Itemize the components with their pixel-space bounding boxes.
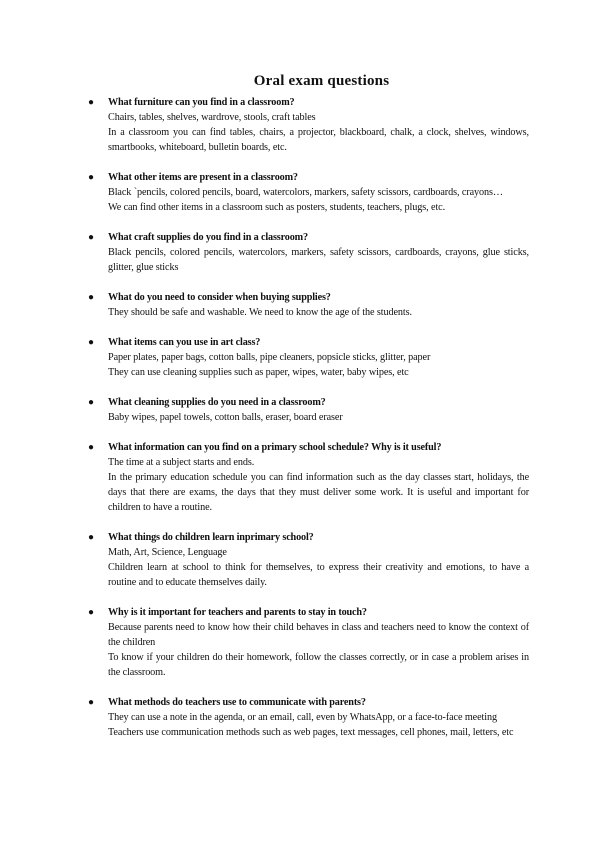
answer-text: In a classroom you can find tables, chairs, a projector, blackboard, chalk, a clock, shelves, windows, smartbooks, whiteboard, bulletin boards, etc. — [108, 127, 529, 153]
question-item — [86, 95, 529, 155]
question-item — [86, 335, 529, 380]
question-item — [86, 290, 529, 320]
question-text: Why is it important for teachers and parents to stay in touch? — [108, 607, 367, 618]
answer-text: Children learn at school to think for themselves, to express their creativity and emotions, to have a routine and to educate themselves daily. — [108, 562, 529, 588]
question-text: What information can you find on a primary school schedule? Why is it useful? — [108, 442, 442, 453]
document-title: Oral exam questions — [253, 73, 390, 89]
answer-text: They can use a note in the agenda, or an email, call, even by WhatsApp, or a face-to-face meeting — [108, 712, 497, 723]
answer-text: Paper plates, paper bags, cotton balls, pipe cleaners, popsicle sticks, glitter, paper — [108, 352, 431, 363]
bullet-icon: ● — [88, 97, 95, 108]
question-text: What methods do teachers use to communicate with parents? — [108, 697, 366, 708]
question-item — [86, 170, 529, 215]
question-text: What items can you use in art class? — [108, 337, 261, 348]
question-text: What furniture can you find in a classroom? — [108, 97, 295, 108]
answer-text: Black pencils, colored pencils, watercolors, markers, safety scissors, cardboards, crayons, glue sticks, glitter, glue sticks — [108, 247, 529, 273]
answer-text: To know if your children do their homework, follow the classes correctly, or in case a problem arises in the classroom. — [108, 652, 529, 678]
question-text: What cleaning supplies do you need in a classroom? — [108, 397, 326, 408]
question-list — [86, 95, 529, 740]
question-text: What things do children learn inprimary school? — [108, 532, 314, 543]
question-item — [86, 395, 529, 425]
bullet-icon: ● — [88, 232, 95, 243]
answer-text: Teachers use communication methods such as web pages, text messages, cell phones, mail, letters, etc — [108, 727, 514, 738]
bullet-icon: ● — [88, 337, 95, 348]
answer-text: Black `pencils, colored pencils, board, watercolors, markers, safety scissors, cardboards, crayons… — [108, 187, 503, 198]
answer-text: They should be safe and washable. We need to know the age of the students. — [108, 307, 412, 318]
question-item — [86, 605, 529, 680]
answer-text: They can use cleaning supplies such as paper, wipes, water, baby wipes, etc — [108, 367, 409, 378]
question-text: What do you need to consider when buying supplies? — [108, 292, 331, 303]
question-text: What other items are present in a classroom? — [108, 172, 298, 183]
answer-text: Chairs, tables, shelves, wardrove, stools, craft tables — [108, 112, 316, 123]
question-item — [86, 230, 529, 275]
answer-text: Because parents need to know how their child behaves in class and teachers need to know the context of the children — [108, 622, 529, 648]
question-item — [86, 695, 529, 740]
bullet-icon: ● — [88, 397, 95, 408]
answer-text: Math, Art, Science, Lenguage — [108, 547, 227, 558]
question-text: What craft supplies do you find in a classroom? — [108, 232, 308, 243]
answer-text: In the primary education schedule you can find information such as the day classes start, holidays, the days that there are exams, the days that they must deliver some work. It is useful and important for children to have a routine. — [108, 472, 529, 513]
question-item — [86, 440, 529, 515]
bullet-icon: ● — [88, 292, 95, 303]
bullet-icon: ● — [88, 442, 95, 453]
bullet-icon: ● — [88, 697, 95, 708]
answer-text: We can find other items in a classroom such as posters, students, teachers, plugs, etc. — [108, 202, 446, 213]
bullet-icon: ● — [88, 172, 95, 183]
bullet-icon: ● — [88, 607, 95, 618]
answer-text: Baby wipes, papel towels, cotton balls, eraser, board eraser — [108, 412, 343, 423]
bullet-icon: ● — [88, 532, 95, 543]
answer-text: The time at a subject starts and ends. — [108, 457, 255, 468]
question-item — [86, 530, 529, 590]
